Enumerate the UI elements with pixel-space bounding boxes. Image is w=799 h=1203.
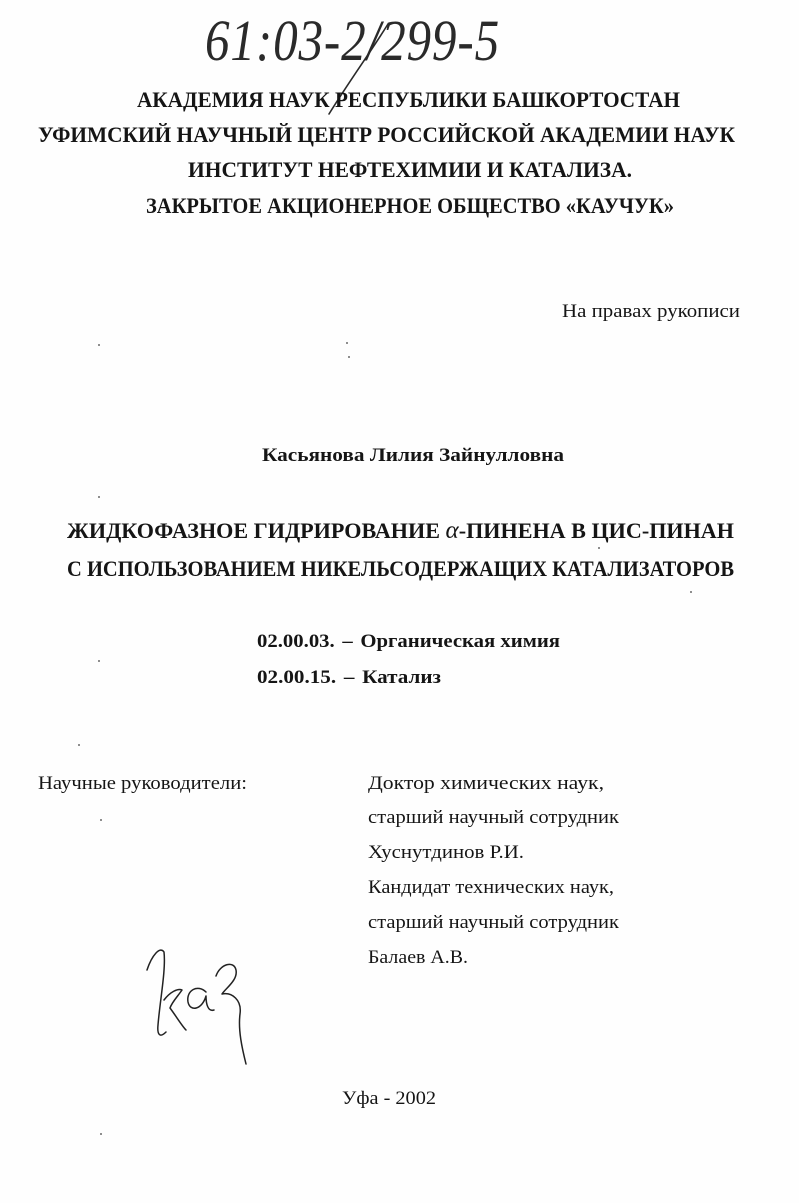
scan-speck [98, 660, 100, 662]
supervisor-line: старший научный сотрудник [368, 912, 619, 933]
author-name: Касьянова Лилия Зайнулловна [262, 445, 564, 466]
scan-speck [346, 342, 348, 344]
scan-speck [98, 344, 100, 346]
header-company: ЗАКРЫТОЕ АКЦИОНЕРНОЕ ОБЩЕСТВО «КАУЧУК» [146, 193, 674, 218]
supervisor-line: Балаев А.В. [368, 947, 468, 968]
scan-speck [690, 591, 692, 593]
specialty-code: 02.00.15. [257, 667, 337, 688]
title-line-1-end: -ПИНЕНА В ЦИС-ПИНАН [458, 518, 734, 543]
scan-speck [78, 744, 80, 746]
scan-speck [348, 356, 350, 358]
supervisor-line: Хуснутдинов Р.И. [368, 842, 524, 863]
specialty-code: 02.00.03. [257, 631, 335, 652]
supervisor-line: Доктор химических наук, [368, 773, 604, 794]
supervisor-line: Кандидат технических наук, [368, 877, 614, 898]
scan-speck [100, 819, 102, 821]
title-line-1-start: ЖИДКОФАЗНОЕ ГИДРИРОВАНИЕ [67, 518, 440, 543]
dissertation-title-line-1 [67, 518, 734, 543]
manuscript-note: На правах рукописи [562, 301, 740, 322]
handwritten-archive-code: 61:03-2/299-5 [205, 8, 500, 73]
specialty-line [257, 632, 560, 651]
supervisors-label: Научные руководители: [38, 773, 247, 794]
specialty-separator: – [342, 631, 353, 652]
header-research-center: УФИМСКИЙ НАУЧНЫЙ ЦЕНТР РОССИЙСКОЙ АКАДЕМИИ НАУК [38, 122, 735, 147]
author-signature [130, 930, 270, 1080]
scan-speck [98, 496, 100, 498]
specialty-separator: – [343, 667, 355, 688]
dissertation-title-line-2: С ИСПОЛЬЗОВАНИЕМ НИКЕЛЬСОДЕРЖАЩИХ КАТАЛИЗАТОРОВ [67, 556, 734, 581]
specialty-line [257, 668, 441, 687]
specialty-name: Органическая химия [360, 631, 560, 652]
scan-speck [598, 547, 600, 549]
scan-speck [100, 1133, 102, 1135]
header-institute: ИНСТИТУТ НЕФТЕХИМИИ И КАТАЛИЗА. [188, 157, 632, 182]
city-year: Уфа - 2002 [342, 1088, 436, 1109]
title-greek-alpha: α [445, 517, 459, 544]
specialty-name: Катализ [362, 667, 441, 688]
header-academy: АКАДЕМИЯ НАУК РЕСПУБЛИКИ БАШКОРТОСТАН [137, 87, 680, 112]
supervisor-line: старший научный сотрудник [368, 807, 619, 828]
